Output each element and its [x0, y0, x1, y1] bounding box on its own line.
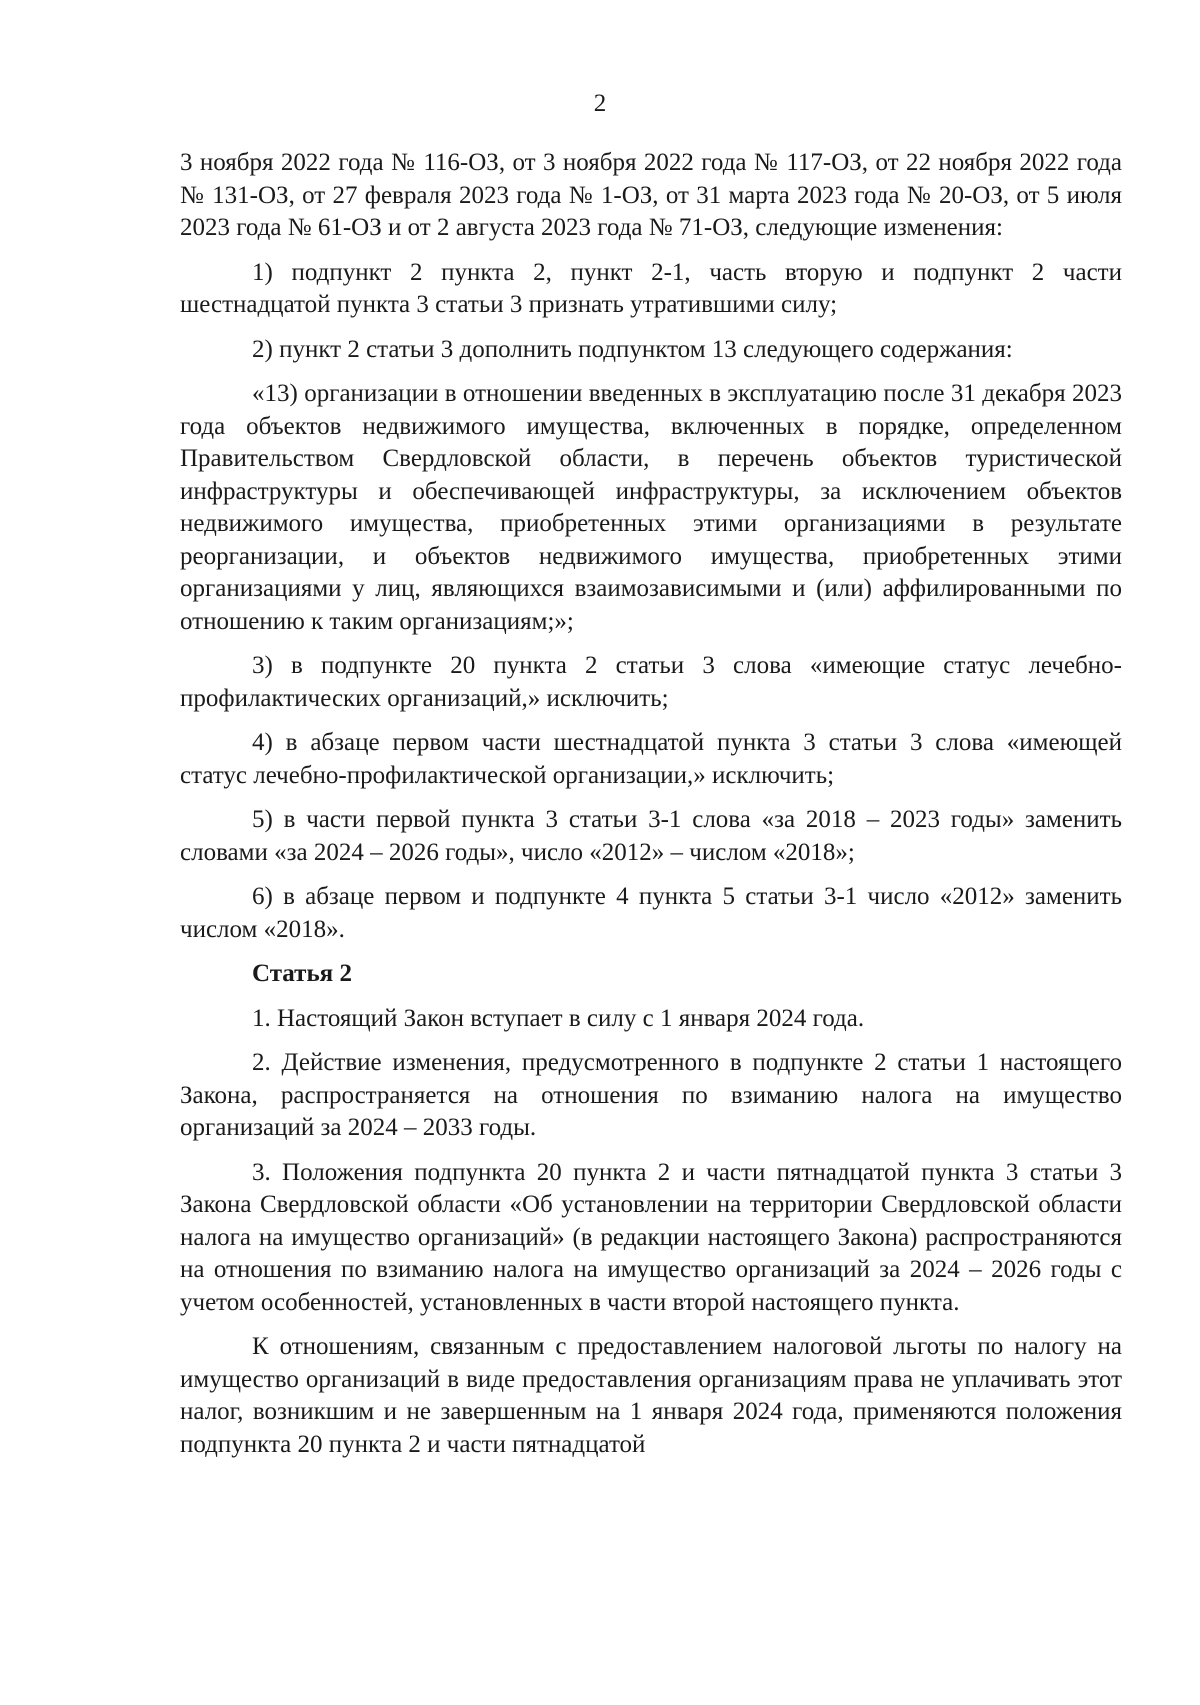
paragraph-item-3: 3) в подпункте 20 пункта 2 статьи 3 слова «имеющие статус лечебно-профилактических организаций,» исключить;: [180, 652, 1122, 712]
paragraph-article2-point-3: 3. Положения подпункта 20 пункта 2 и части пятнадцатой пункта 3 статьи 3 Закона Свердловской области «Об установлении на территории Свердловской области налога на имущество организаций» (в редакции настоящего Закона) распространяются на отношения по взиманию налога на имущество организаций за 2024 – 2026 годы с учетом особенностей, установленных в части второй настоящего пункта.: [180, 1158, 1122, 1316]
paragraph-subitem-13-quote: «13) организации в отношении введенных в эксплуатацию после 31 декабря 2023 года объектов недвижимого имущества, включенных в порядке, определенном Правительством Свердловской области, в перечень объектов туристической инфраструктуры и обеспечивающей инфраструктуры, за исключением объектов недвижимого имущества, приобретенных этими организациями в результате реорганизации, и объектов недвижимого имущества, приобретенных этими организациями у лиц, являющихся взаимозависимыми и (или) аффилированными по отношению к таким организациям;»;: [180, 380, 1122, 635]
paragraph-article2-point-1: 1. Настоящий Закон вступает в силу с 1 января 2024 года.: [252, 1004, 865, 1032]
paragraph-article2-point-3-part-2: К отношениям, связанным с предоставлением налоговой льготы по налогу на имущество организаций в виде предоставления организациям права не уплачивать этот налог, возникшим и не завершенным на 1 января 2024 года, применяются положения подпункта 20 пункта 2 и части пятнадцатой: [180, 1333, 1122, 1458]
article-2-heading: Статья 2: [252, 960, 352, 987]
paragraph-item-2: 2) пункт 2 статьи 3 дополнить подпунктом 13 следующего содержания:: [252, 335, 1013, 363]
paragraph-article2-point-2: 2. Действие изменения, предусмотренного в подпункте 2 статьи 1 настоящего Закона, распространяется на отношения по взиманию налога на имущество организаций за 2024 – 2033 годы.: [180, 1049, 1122, 1141]
paragraph-amendments-intro: 3 ноября 2022 года № 116-ОЗ, от 3 ноября 2022 года № 117-ОЗ, от 22 ноября 2022 года № 131-ОЗ, от 27 февраля 2023 года № 1-ОЗ, от 31 марта 2023 года № 20-ОЗ, от 5 июля 2023 года № 61-ОЗ и от 2 августа 2023 года № 71-ОЗ, следующие изменения:: [180, 149, 1122, 241]
paragraph-item-4: 4) в абзаце первом части шестнадцатой пункта 3 статьи 3 слова «имеющей статус лечебно-профилактической организации,» исключить;: [180, 729, 1122, 789]
paragraph-item-5: 5) в части первой пункта 3 статьи 3-1 слова «за 2018 – 2023 годы» заменить словами «за 2024 – 2026 годы», число «2012» – числом «2018»;: [180, 806, 1122, 866]
page-number: 2: [593, 90, 607, 117]
paragraph-item-1: 1) подпункт 2 пункта 2, пункт 2-1, часть вторую и подпункт 2 части шестнадцатой пункта 3 статьи 3 признать утратившими силу;: [180, 258, 1122, 318]
paragraph-item-6: 6) в абзаце первом и подпункте 4 пункта 5 статьи 3-1 число «2012» заменить числом «2018».: [180, 883, 1122, 943]
document-body: [180, 147, 1122, 1473]
